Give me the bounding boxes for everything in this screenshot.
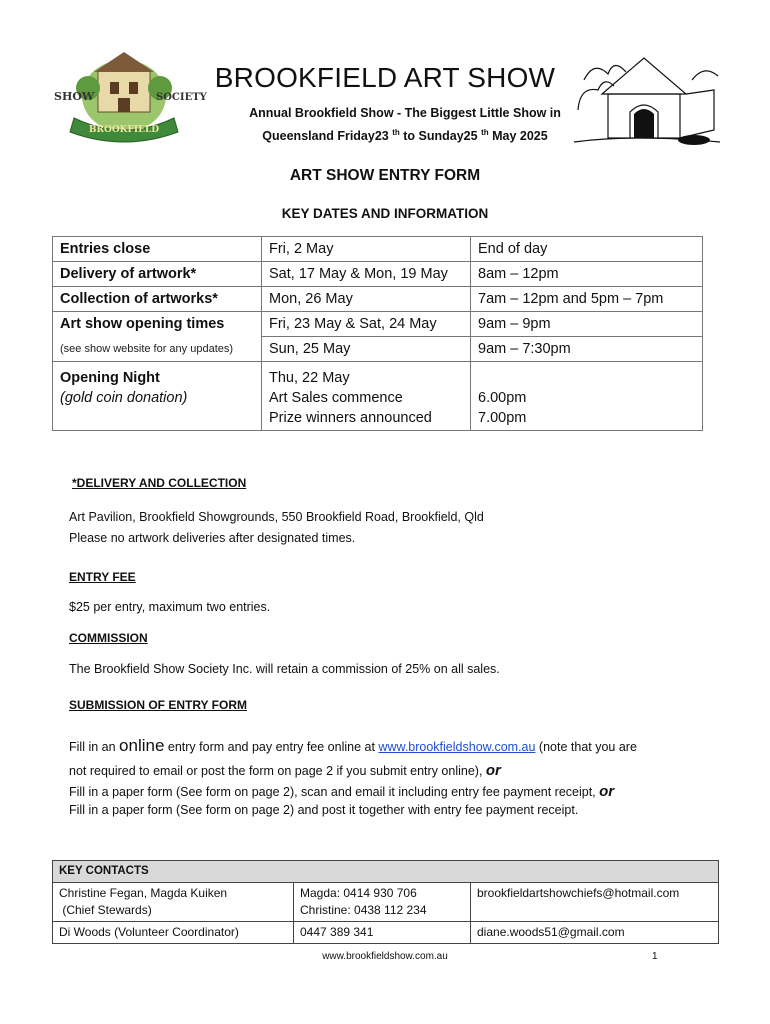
contact-chief-stewards-phone: Magda: 0414 930 706 Christine: 0438 112 234 [294,883,471,922]
opening-night-label: Opening Night [60,370,160,386]
delivery-heading: *DELIVERY AND COLLECTION [72,476,247,490]
opening-night-time3: 7.00pm [478,410,527,426]
commission-heading: COMMISSION [69,631,148,645]
key-contacts-heading: KEY CONTACTS [53,861,719,883]
opening-night-note: (gold coin donation) [60,390,188,406]
submission-option-post: Fill in a paper form (See form on page 2) and post it together with entry fee payment receipt. [69,803,579,817]
table-row [53,362,703,431]
logo-text-society: SOCIETY [156,92,207,103]
collection-label: Collection of artworks* [53,287,262,312]
delivery-date: Sat, 17 May & Mon, 19 May [262,262,471,287]
opening-times-note: (see show website for any updates) [53,337,262,362]
opening-night-cell [53,362,262,431]
subtitle [225,104,585,146]
opening-night-dates [262,362,471,431]
website-link[interactable]: www.brookfieldshow.com.au [378,740,536,754]
entry-fee-text: $25 per entry, maximum two entries. [69,600,271,614]
contact-volunteer-phone: 0447 389 341 [294,922,471,944]
table-row [53,922,719,944]
table-row [53,861,719,883]
commission-text: The Brookfield Show Society Inc. will retain a commission of 25% on all sales. [69,662,500,676]
table-row [53,312,703,337]
opening-night-date: Thu, 22 May [269,370,350,386]
subtitle-line1: Annual Brookfield Show - The Biggest Little Show in [249,106,561,120]
page-title: BROOKFIELD ART SHOW [214,62,556,93]
key-contacts-table [52,860,719,944]
prize-winners-announced: Prize winners announced [269,410,432,426]
table-row [53,262,703,287]
submission-heading: SUBMISSION OF ENTRY FORM [69,698,248,712]
submission-option-online-cont: not required to email or post the form on page 2 if you submit entry online), or [69,762,501,779]
submission-option-email: Fill in a paper form (See form on page 2), scan and email it including entry fee payment receipt, or [69,783,615,800]
art-sales-commence: Art Sales commence [269,390,403,406]
page-number: 1 [652,951,658,962]
entries-close-date: Fri, 2 May [262,237,471,262]
delivery-text [69,507,484,549]
opening-night-times [471,362,703,431]
key-dates-table [52,236,703,431]
delivery-address: Art Pavilion, Brookfield Showgrounds, 550 Brookfield Road, Brookfield, Qld [69,510,484,524]
subtitle-line2: Queensland Friday23 $^{th}$ to Sunday25 $^{th}$ May 2025 [262,128,548,144]
logo-text-show: SHOW [54,90,95,103]
pavilion-sketch-image [574,50,722,148]
table-row [53,237,703,262]
contact-volunteer-coordinator: Di Woods (Volunteer Coordinator) [53,922,294,944]
opening-times-label: Art show opening times [53,312,262,337]
footer-url: www.brookfieldshow.com.au [322,951,448,962]
contact-chief-stewards: Christine Fegan, Magda Kuiken (Chief Stewards) [53,883,294,922]
collection-date: Mon, 26 May [262,287,471,312]
contact-chief-stewards-email[interactable]: brookfieldartshowchiefs@hotmail.com [471,883,719,922]
entries-close-label: Entries close [53,237,262,262]
submission-option-online: Fill in an online entry form and pay entry fee online at www.brookfieldshow.com.au (note that you are [69,736,637,755]
delivery-note: Please no artwork deliveries after designated times. [69,531,356,545]
delivery-label: Delivery of artwork* [53,262,262,287]
opening-times-date2: Sun, 25 May [262,337,471,362]
logo-text-banner: BROOKFIELD [88,125,160,135]
collection-time: 7am – 12pm and 5pm – 7pm [471,287,703,312]
key-dates-title: KEY DATES AND INFORMATION [281,206,489,221]
show-society-logo [48,48,207,140]
submission-text [69,734,749,819]
contact-volunteer-email[interactable]: diane.woods51@gmail.com [471,922,719,944]
entry-fee-heading: ENTRY FEE [69,570,136,584]
table-row [53,287,703,312]
opening-times-time2: 9am – 7:30pm [471,337,703,362]
delivery-time: 8am – 12pm [471,262,703,287]
table-row [53,337,703,362]
form-title: ART SHOW ENTRY FORM [289,167,481,184]
opening-times-time1: 9am – 9pm [471,312,703,337]
opening-night-time2: 6.00pm [478,390,527,406]
entries-close-time: End of day [471,237,703,262]
table-row [53,883,719,922]
opening-times-date1: Fri, 23 May & Sat, 24 May [262,312,471,337]
